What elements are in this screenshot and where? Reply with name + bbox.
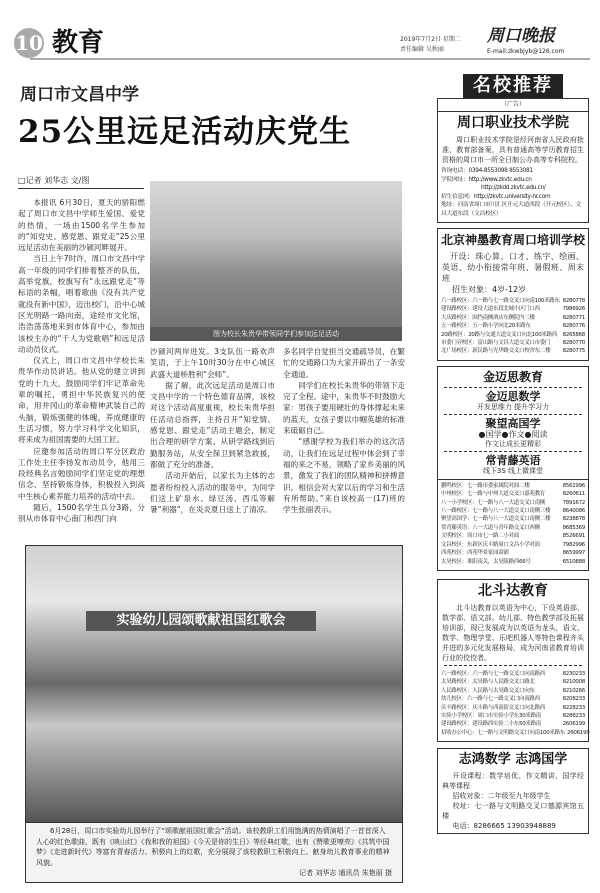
branch-list — [438, 295, 588, 358]
ad-zkvtc — [437, 98, 589, 223]
photo-caption: 图为校长朱贵华带领同学们参加远足活动 — [150, 327, 402, 341]
branch-row — [441, 524, 585, 532]
ad-subtitle: 金迈思数学 — [485, 389, 541, 403]
ad-subtitle: 常青藤英语 — [485, 453, 541, 467]
ad-note: （广告） — [500, 101, 525, 108]
ad-phone: 电话：8286665 13903948889 — [452, 822, 556, 831]
branch-row — [441, 347, 585, 355]
paragraph: 同学们在校长朱贵华的带领下走完了全程。途中，朱贵华不时鼓励大家：男孩子要用硬壮的身体撑起未来的蓝天，女孩子要以巾帼英雄的标准来砥砺自己。 — [283, 380, 405, 436]
branch-phone: 8280775 — [562, 348, 585, 355]
photo-caption — [25, 823, 403, 883]
ad-target: 招收对象：二年级至九年级学生 — [452, 792, 551, 801]
article-column-1 — [18, 197, 145, 542]
branch-phone: 8526691 — [562, 533, 585, 540]
ad-desc: 开设：珠心算、口才、练字、绘画、英语、幼小衔接常年班、暑假班、周末班 — [442, 252, 584, 283]
branch-phone: 8228233 — [562, 704, 585, 711]
sidebar — [437, 74, 589, 834]
ad-line: 地址：河南省周口市川汇区开元大道西段（开元校区）、文昌大道东段（文昌校区） — [441, 202, 582, 217]
ad-line: 学院网址：http://www.zkvtc.edu.cn — [441, 176, 532, 183]
branch-row — [441, 490, 585, 498]
branch-address: 文明校区：周口市七一路二小对面 — [441, 533, 520, 540]
branch-row — [441, 549, 585, 557]
branch-address: 文昌校区：东新区庆丰路周口文昌小学对面 — [441, 541, 540, 548]
editor: 责任编辑 吴秋丽 — [400, 46, 444, 53]
ad-desc: 线下3S 线上微课堂 — [482, 466, 544, 475]
branch-address: 太昊路校区：太昊路与人民路交叉口路北 — [441, 679, 535, 686]
issue-date: 2019年7月2日 星期二 — [400, 36, 461, 43]
branch-row — [441, 687, 585, 695]
branch-row — [441, 670, 585, 678]
ad-line: http://zkdd.zkvtc.edu.cn/ — [481, 185, 546, 191]
branch-address: 实验小学校区：周口市实验小学东30米路南 — [441, 712, 542, 719]
branch-row — [441, 712, 585, 720]
branch-row — [441, 339, 585, 347]
ad-desc: 开发思维力 提升学习力 — [476, 402, 550, 411]
ad-title: 周口职业技术学院 — [457, 115, 569, 131]
ad-zhihong — [437, 748, 589, 834]
branch-phone: 8230233 — [562, 670, 585, 677]
branch-phone: 8265868 — [562, 331, 585, 338]
branch-address: 招收办公中心：七一路与文明路交叉口向南100米路东 — [441, 729, 565, 736]
article-column-3 — [283, 346, 405, 542]
ad-target: 招生对象：4岁-12岁 — [452, 285, 527, 294]
photo-kindergarten-concert — [25, 545, 403, 823]
branch-phone: 7986926 — [562, 306, 585, 313]
ad-line: 咨询电话：0394-8553098 8553081 — [441, 168, 533, 174]
branch-phone: 8238878 — [562, 516, 585, 523]
branch-address: 五一路校区：五一路小学向北20米路东 — [441, 323, 531, 330]
branch-phone: 8260611 — [562, 491, 585, 498]
branch-address: 太昊校区：淮阳南关，太昊陵路西66号 — [441, 558, 531, 565]
branch-address: 常青藤英语：八一大道与青年路交叉口西侧 — [441, 524, 540, 531]
ad-jinmaisi — [437, 366, 589, 571]
paragraph: 仪式上，周口市文昌中学校长朱贵华作动员讲话。他从党的建立讲到党的十九大，鼓励同学们牢记革命先辈的嘱托，勇担中华民族复兴的使命，用井冈山的革命精神武装自己的头脑，锻炼强健的体魄，养成健康的生活习惯，努力学习科学文化知识，将来成为祖国需要的大国工匠。 — [18, 356, 145, 445]
branch-address: 幼儿校区：六一路与七一路交叉口向南路西 — [441, 696, 540, 703]
branch-address: 庆丰路校区：庆丰路与西南街交叉口向北路西 — [441, 704, 546, 711]
branch-phone: 8280778 — [562, 298, 585, 304]
branch-row — [441, 515, 585, 523]
ad-desc: 北斗达教育以英语为中心，下设英语部、数学部、语文部、幼儿部、特色教学部及拓展培训部，现已发展成为以英语为龙头，语文、数学、物理学堂、乐吧机器人等特色课程齐头并进的多元化发展格局，成为河南省教育培训行业的佼佼者。 — [442, 603, 584, 662]
branch-row — [441, 541, 585, 549]
branch-address: 八一小学校区：七一路与八一大道交叉口南侧 — [441, 499, 546, 506]
paragraph: 本报讯 6月30日，夏天的骄阳燃起了周口市文昌中学师生爱国、爱党的热情，一场由1500名学生参加的“知党史、感党恩、跟党走”25公里远足活动在美丽的沙颍河畔展开。 — [18, 198, 145, 253]
issue-info — [400, 35, 461, 55]
branch-address: 20路校区：20路与交通大道交叉口向北100米路西 — [441, 331, 557, 338]
sidebar-title: 名校推荐 — [463, 74, 563, 98]
branch-row — [441, 297, 585, 305]
paragraph: 据了解，此次远足活动是周口市文昌中学的一个特色德育品牌，该校对这个活动高度重视，校长朱贵华担任活动总指挥，主持召开“知党情、感党恩、跟党走”活动主题会，制定出合理的研学方案。从研学路线到后勤服务站，从安全保卫到紧急救援，都做了充分的准备。 — [150, 380, 275, 469]
branch-phone: 8685369 — [562, 524, 585, 531]
branch-address: 中州校区：七一路与中州大道交叉口嘉苑教育 — [441, 491, 546, 498]
branch-address: 建设路校区：建设大道东段北城小区门口西 — [441, 306, 540, 313]
ad-title: 金迈思教育 — [482, 369, 543, 384]
stage-banner: 实验幼儿园颂歌献祖国红歌会 — [86, 611, 316, 631]
branch-row — [441, 532, 585, 540]
branch-row — [441, 695, 585, 703]
page-number: 10 — [14, 28, 44, 58]
branch-phone: 2606199 — [562, 721, 585, 728]
paragraph: 随后，1500名学生兵分3路，分别从市体育中心南门和西门向 — [18, 503, 145, 524]
branch-row — [441, 331, 585, 339]
branch-address: 大庆路校区：围挡南侧酒店东侧院内三楼 — [441, 314, 535, 321]
ad-title: 北京神墨教育周口培训学校 — [440, 233, 585, 247]
paragraph: 多名同学自觉担当交通疏导员，在繁忙的交通路口为大家开辟出了一条安全通道。 — [283, 347, 405, 379]
kicker: 周口市文昌中学 — [20, 85, 139, 105]
branch-row — [441, 507, 585, 515]
branch-address: 西苑校区：西苑华景家园商铺 — [441, 550, 509, 557]
branch-phone: 8210008 — [562, 679, 585, 686]
branch-row — [441, 482, 585, 490]
email: E-mail:zkwbjyb@126.com — [487, 48, 565, 55]
branch-address: 聚望高国学：七一路与八一大道交叉口南侧二楼 — [441, 516, 551, 523]
branch-row — [441, 678, 585, 686]
paragraph: 应邀参加活动的周口军分区政治工作处主任李扬发布动员令，他用三段经典名言勉励同学们坚定党的理想信念、坚持锻炼身体，积极投入到高中生核心素养能力培养的活动中去。 — [18, 446, 145, 501]
branch-phone: 8210266 — [562, 687, 585, 694]
branch-row — [441, 720, 585, 728]
ad-title: 北斗达教育 — [478, 582, 548, 599]
headline: 25公里远足活动庆党生 — [18, 114, 352, 150]
ad-shenmo — [437, 228, 589, 361]
branch-row — [441, 499, 585, 507]
branch-phone: 6510888 — [562, 558, 585, 565]
ad-address: 校址：七一路与文明路交叉口德源宾馆五楼 — [442, 802, 584, 821]
ad-courses: 开设课程：数学培优、作文精讲、国学经典等课程 — [442, 772, 584, 791]
branch-address: 六一路校区：六一路与七一路交叉口向南路西 — [441, 670, 546, 677]
photo-hiking — [150, 181, 402, 341]
branch-phone: 8280770 — [562, 340, 585, 347]
branch-address: 建设路校区：建设路西实验二小东50米路南 — [441, 721, 542, 728]
branch-address: 人民路校区：人民路与太昊路交叉口向东 — [441, 687, 535, 694]
branch-phone: 8561996 — [562, 482, 585, 489]
branch-phone: 8288233 — [562, 712, 585, 719]
branch-row — [441, 558, 585, 566]
branch-address: 北广场校区：新民路与光华路交叉口校舍东二楼 — [441, 348, 551, 355]
section-title: 教育 — [52, 28, 105, 58]
branch-list — [438, 668, 588, 739]
branch-row — [441, 305, 585, 313]
paragraph: 沙颍河两岸进发。3支队伍一路欢声笑语，于上午10时30分在中心城区武盛大道桥胜利“会师”。 — [150, 347, 275, 379]
paragraph: 活动开始后，以家长为主体的志愿者纷纷投入活动的服务中，为同学们送上矿泉水、绿豆汤、西瓜等解暑“利器”，在炎炎夏日送上了清凉。 — [150, 471, 275, 515]
branch-address: 鹏鸣校区：七一路市委家属院对面二楼 — [441, 482, 530, 489]
ad-desc: ●国学●作文●阅读 — [478, 429, 548, 439]
ad-beidouda — [437, 579, 589, 742]
branch-phone: 8640086 — [562, 508, 585, 515]
branch-phone: 8280776 — [562, 323, 585, 330]
byline: □记者 刘华志 文/图 — [18, 176, 144, 189]
branch-phone: 7982996 — [562, 541, 585, 548]
ad-line: 招生信息网：http://zkvtc.university-hr.com — [441, 193, 551, 200]
header-divider — [30, 58, 590, 60]
caption-text: 6月28日，周口市实验幼儿园举行了“颂歌献祖国红歌会”活动。该校教职工们用饱满的热情演唱了一首首深入人心的红色歌曲，既有《映山红》《我和我的祖国》《今天是你的生日》等经典红歌，也有《赞歌更嘹亮》《共筑中国梦》《走进新时代》等富有青春活力、积极向上的红歌，充分展现了该校教职工积极向上、献身幼儿教育事业的精神风貌。 — [36, 827, 390, 867]
article-column-2 — [150, 346, 275, 542]
paragraph: 当日上午7时许，周口市文昌中学高一年级的同学们排着整齐的队伍，高举党旗，校旗写有“永远跟党走”等标语的条幅，唱着歌曲《没有共产党就没有新中国》，迈出校门，沿中心城区光明路一路向南，途经市文化馆，浩浩荡荡地来到市体育中心，参加由该校主办的“千人为党歌唱”和远足活动动员仪式。 — [18, 254, 145, 354]
branch-row — [441, 322, 585, 330]
branch-row — [441, 314, 585, 322]
photo-credit: 记者 刘华志 通讯员 朱艳丽 摄 — [299, 869, 392, 877]
branch-row — [441, 704, 585, 712]
branch-address: 六一路校区：六一路与七一路交叉口向南100米路东 — [441, 298, 560, 304]
branch-address: 市委门旁校区：富山路与文昌大道交叉口市委门 — [441, 340, 551, 347]
branch-address: 八一路校区：七一路与八一大道交叉口南侧三楼 — [441, 508, 551, 515]
branch-list — [438, 480, 588, 568]
ad-desc: 作文让成长更精彩 — [485, 439, 541, 448]
paragraph: “感谢学校为我们举办的这次活动，让我们在远足过程中体会到了幸福的来之不易，领略了家乡美丽的风景，激发了我们的团队精神和拼搏意识，相信会对大家以后的学习和生活有所帮助。”来自该校高一(17)班的学生张丽表示。 — [283, 437, 405, 515]
ad-subtitle: 聚望高国学 — [485, 416, 541, 430]
branch-phone: 8280771 — [562, 314, 585, 321]
newspaper-logo: 周口晚报 — [487, 26, 555, 46]
branch-phone: 8659997 — [562, 550, 585, 557]
branch-phone: 2606199 — [567, 729, 590, 736]
branch-phone: 8208233 — [562, 696, 585, 703]
branch-row — [441, 729, 590, 737]
ad-desc: 周口职业技术学院是经河南省人民政府批准，教育部备案，具有普通高等学历教育招生资格的周口市一所全日制公办高等专科院校。 — [442, 136, 584, 164]
branch-phone: 7891672 — [562, 499, 585, 506]
ad-title: 志鸿数学 志鸿国学 — [458, 752, 568, 768]
